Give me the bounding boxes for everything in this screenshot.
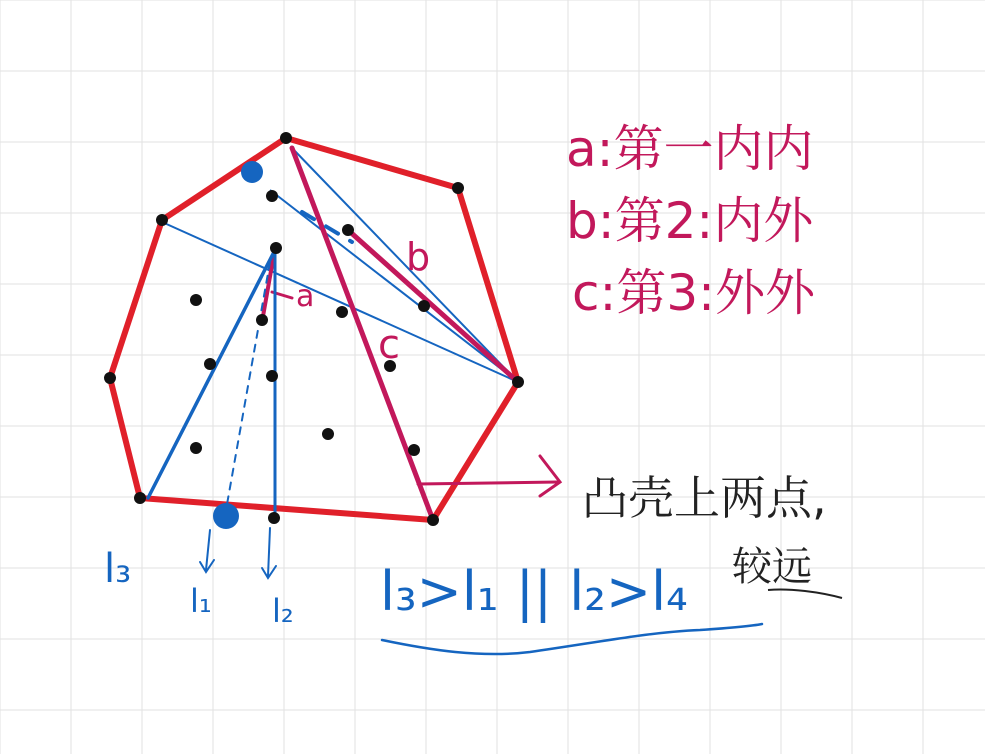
label-l2: l₂ [272,592,294,630]
legend-line-c: c:第3:外外 [572,264,815,322]
point [322,428,334,440]
point [336,306,348,318]
label-l1: l₁ [190,582,212,620]
arrow-shaft [418,482,558,484]
point [204,358,216,370]
down-arrow-l1 [200,530,214,572]
label-b: b [406,235,431,279]
point [427,514,439,526]
annotation-underline [768,589,842,598]
point [190,294,202,306]
blue-point-top [241,161,263,183]
point [342,224,354,236]
label-l3: l₃ [104,546,132,592]
point [268,512,280,524]
point [452,182,464,194]
point [134,492,146,504]
legend-line-b: b:第2:内外 [566,192,814,250]
line-l3 [148,250,275,498]
down-arrow-l2 [262,528,276,578]
label-c: c [378,322,400,368]
point [270,242,282,254]
conclusion-text: l₃>l₁ || l₂>l₄ [380,560,688,623]
line-left-to-right [162,222,518,382]
point [190,442,202,454]
point [418,300,430,312]
arrow-head [540,456,560,496]
blue-point-bottom [213,503,239,529]
point [512,376,524,388]
hull-note-line2: 较远 [732,544,812,590]
point [266,370,278,382]
point [104,372,116,384]
point [408,444,420,456]
label-a: a [296,279,315,314]
point [280,132,292,144]
hull-note-line1: 凸壳上两点, [582,471,827,525]
point [156,214,168,226]
point [256,314,268,326]
legend-line-a: a:第一内内 [566,120,814,178]
point [266,190,278,202]
